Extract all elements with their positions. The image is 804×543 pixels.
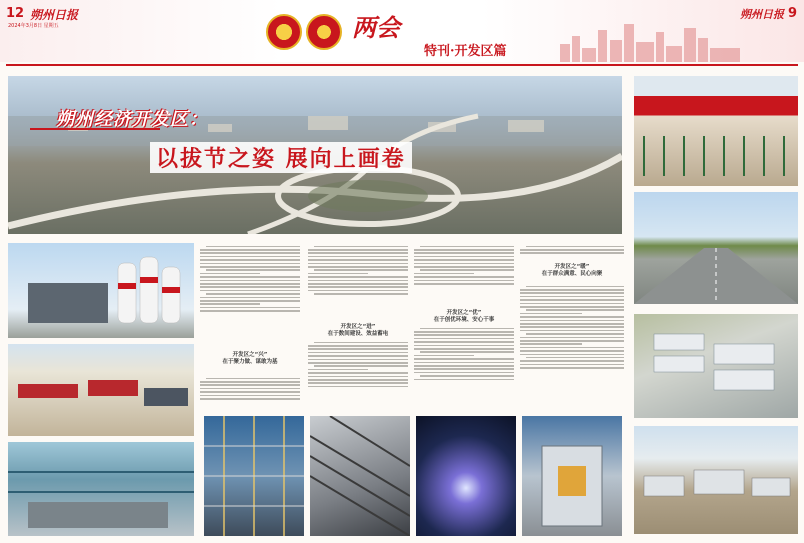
article-column-4 — [520, 244, 624, 262]
text-line — [520, 364, 624, 366]
article-column-1b — [200, 376, 300, 412]
article-column-3b — [414, 326, 514, 412]
text-line — [308, 266, 408, 268]
text-line — [414, 379, 514, 381]
national-emblem-icon — [266, 14, 302, 50]
hero-title-line2: 以拔节之姿 展向上画卷 — [150, 142, 412, 173]
text-line — [200, 283, 300, 285]
text-line — [308, 249, 408, 251]
text-line — [200, 256, 300, 258]
text-line — [308, 359, 408, 361]
section-title: 在于创优环境、安心干事 — [433, 317, 495, 323]
section-title: 在于聚力做、谋敢为基 — [222, 359, 278, 365]
text-line — [308, 362, 408, 364]
text-line — [414, 266, 514, 268]
text-line — [414, 362, 514, 364]
machining-equipment-photo — [522, 416, 622, 536]
text-line — [308, 252, 408, 254]
text-line — [414, 331, 514, 333]
steel-bars-photo — [310, 416, 410, 536]
text-line — [414, 368, 514, 370]
text-line — [206, 246, 300, 248]
text-line — [200, 384, 300, 386]
industrial-park-aerial-photo — [634, 314, 798, 418]
text-line — [420, 351, 514, 353]
text-line — [206, 293, 300, 295]
text-line — [206, 378, 300, 380]
text-line — [200, 263, 300, 265]
factory-red-roofs-photo — [8, 344, 194, 436]
text-line — [308, 379, 408, 381]
header-divider — [6, 64, 798, 66]
text-line — [200, 290, 300, 292]
text-line — [520, 340, 624, 342]
text-line — [308, 352, 408, 354]
section-heading-nuan — [520, 264, 624, 278]
text-line — [414, 345, 514, 347]
text-line — [414, 259, 514, 261]
text-line — [420, 375, 514, 377]
text-line — [520, 313, 582, 315]
text-line — [308, 376, 408, 378]
text-line — [414, 283, 514, 285]
text-line — [414, 365, 514, 367]
text-line — [520, 323, 624, 325]
article-column-2 — [308, 244, 408, 322]
section-heading-jin — [308, 324, 408, 338]
text-line — [414, 273, 474, 275]
text-line — [200, 276, 300, 278]
lianghui-title: 两会 — [352, 13, 400, 42]
hero-title-line1: 朔州经济开发区： — [56, 109, 208, 130]
text-line — [314, 269, 408, 271]
text-line — [520, 354, 624, 356]
text-line — [414, 338, 514, 340]
text-line — [520, 296, 624, 298]
text-line — [520, 330, 624, 332]
section-title: 在于数间建设、效益蓄电 — [327, 331, 389, 337]
text-line — [414, 348, 514, 350]
text-line — [308, 256, 408, 258]
text-line — [314, 246, 408, 248]
text-line — [526, 246, 624, 248]
text-line — [414, 280, 514, 282]
text-line — [520, 326, 624, 328]
text-line — [200, 252, 300, 254]
text-line — [420, 328, 514, 330]
steel-workshop-photo — [8, 442, 194, 536]
section-label: 开发区之“兴” — [232, 352, 268, 358]
article-column-1 — [200, 244, 300, 348]
avenue-road-photo — [634, 192, 798, 304]
special-edition-title: 特刊·开发区篇 — [424, 44, 507, 59]
text-line — [420, 246, 514, 248]
text-line — [308, 348, 408, 350]
text-line — [526, 309, 624, 311]
text-line — [200, 388, 300, 390]
text-line — [414, 263, 514, 265]
text-line — [414, 249, 514, 251]
section-label: 开发区之“暖” — [554, 264, 590, 270]
text-line — [314, 293, 408, 295]
section-label: 开发区之“进” — [340, 324, 376, 330]
text-line — [414, 276, 514, 278]
city-skyline-graphic — [560, 18, 740, 62]
text-line — [520, 316, 624, 318]
text-line — [200, 273, 260, 275]
article-column-4b — [520, 284, 624, 412]
text-line — [308, 372, 408, 374]
text-line — [520, 367, 624, 369]
text-line — [520, 299, 624, 301]
text-line — [308, 290, 408, 292]
section-heading-you — [414, 310, 514, 324]
text-line — [520, 252, 624, 254]
text-line — [200, 297, 300, 299]
text-line — [308, 276, 408, 278]
text-line — [520, 343, 582, 345]
text-line — [308, 345, 408, 347]
text-line — [308, 280, 408, 282]
page-number-left: 12 — [6, 6, 25, 21]
text-line — [200, 310, 300, 312]
plant-construction-aerial-photo — [634, 426, 798, 534]
text-line — [314, 365, 408, 367]
text-line — [414, 341, 514, 343]
text-line — [308, 273, 368, 275]
text-line — [414, 252, 514, 254]
text-line — [200, 249, 300, 251]
text-line — [200, 398, 300, 400]
text-line — [414, 355, 474, 357]
text-line — [200, 391, 300, 393]
welding-laser-photo — [416, 416, 516, 536]
text-line — [200, 303, 260, 305]
groundbreaking-ceremony-photo — [634, 76, 798, 186]
text-line — [520, 320, 624, 322]
text-line — [200, 266, 300, 268]
text-line — [200, 280, 300, 282]
text-line — [200, 286, 300, 288]
article-column-3 — [414, 244, 514, 306]
section-label: 开发区之“优” — [446, 310, 482, 316]
text-line — [520, 292, 624, 294]
text-line — [414, 372, 514, 374]
cppcc-emblem-icon — [306, 14, 342, 50]
page-number-right: 9 — [788, 6, 798, 21]
text-line — [308, 382, 408, 384]
text-line — [308, 386, 408, 388]
text-line — [520, 306, 624, 308]
text-line — [308, 263, 408, 265]
issue-date: 2024年3月8日 星期五 — [8, 23, 59, 29]
article-column-2b — [308, 340, 408, 412]
text-line — [420, 269, 514, 271]
text-line — [520, 289, 624, 291]
text-line — [308, 286, 408, 288]
text-line — [308, 369, 368, 371]
text-line — [414, 256, 514, 258]
text-line — [308, 283, 408, 285]
text-line — [526, 333, 624, 335]
text-line — [526, 286, 624, 288]
scaffolding-worker-photo — [204, 416, 304, 536]
text-line — [520, 249, 624, 251]
text-line — [520, 347, 624, 349]
text-line — [520, 303, 624, 305]
section-heading-xing — [200, 352, 300, 366]
text-line — [200, 259, 300, 261]
paper-name-left: 朔州日报 — [30, 8, 79, 22]
text-line — [520, 360, 624, 362]
paper-name-right: 朔州日报 — [740, 8, 784, 21]
text-line — [314, 342, 408, 344]
text-line — [308, 355, 408, 357]
mixing-station-silos-photo — [8, 243, 194, 338]
text-line — [200, 300, 300, 302]
text-line — [200, 381, 300, 383]
text-line — [520, 337, 624, 339]
page-header — [0, 0, 804, 62]
text-line — [308, 259, 408, 261]
text-line — [526, 357, 624, 359]
text-line — [206, 269, 300, 271]
text-line — [414, 334, 514, 336]
section-title: 在于群众满意、民心向聚 — [541, 271, 603, 277]
text-line — [200, 395, 300, 397]
text-line — [414, 358, 514, 360]
text-line — [200, 307, 300, 309]
text-line — [520, 350, 624, 352]
